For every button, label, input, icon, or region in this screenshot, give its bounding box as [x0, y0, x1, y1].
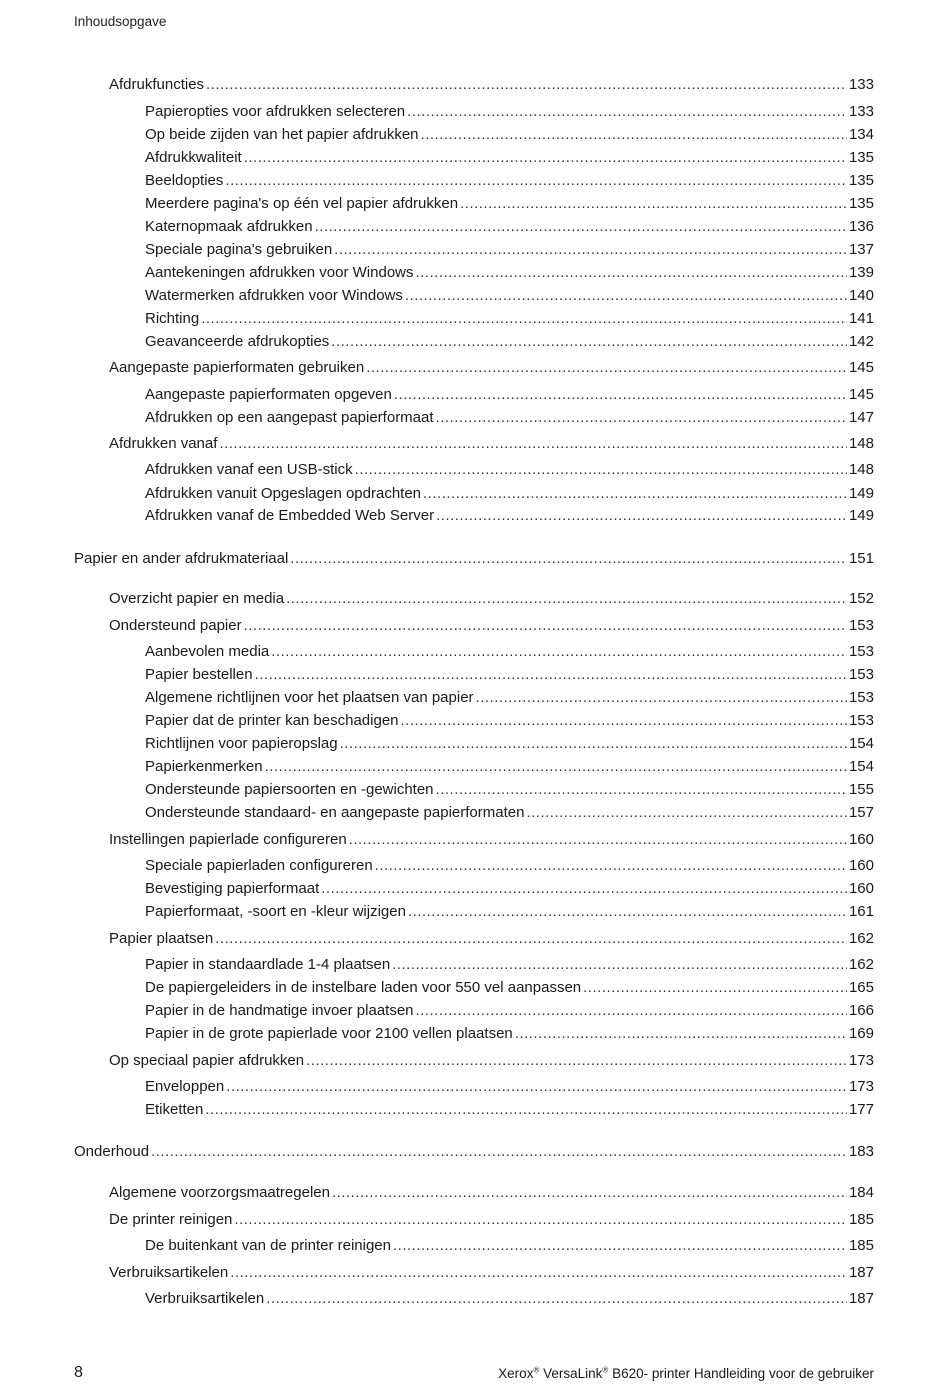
toc-entry-title: Op beide zijden van het papier afdrukken: [145, 126, 419, 143]
toc-entry-page: 140: [848, 287, 874, 304]
toc-entry-title: Speciale pagina's gebruiken: [145, 241, 333, 258]
dot-leader: [230, 1263, 847, 1283]
dot-leader: [201, 309, 847, 329]
dot-leader: [271, 642, 847, 662]
toc-entry-page: 160: [848, 857, 874, 874]
toc-entry-title: Etiketten: [145, 1101, 204, 1118]
toc-entry-title: Papier plaatsen: [109, 930, 214, 947]
toc-entry-level-2[interactable]: [145, 240, 874, 260]
toc-entry-title: Algemene voorzorgsmaatregelen: [109, 1184, 330, 1201]
dot-leader: [423, 484, 847, 504]
dot-leader: [583, 978, 847, 998]
toc-entry-title: Enveloppen: [145, 1078, 225, 1095]
registered-mark: ®: [533, 1365, 540, 1375]
toc-entry-page: 151: [848, 550, 874, 567]
document-title: [498, 1366, 874, 1381]
toc-entry-title: Verbruiksartikelen: [109, 1264, 229, 1281]
dot-leader: [332, 1183, 847, 1203]
toc-entry-page: 187: [848, 1290, 874, 1307]
toc-entry-title: Op speciaal papier afdrukken: [109, 1052, 305, 1069]
toc-entry-page: 148: [848, 461, 874, 478]
toc-entry-title: De papiergeleiders in de instelbare laden voor 550 vel aanpassen: [145, 979, 582, 996]
toc-entry-title: De printer reinigen: [109, 1211, 233, 1228]
toc-entry-title: Watermerken afdrukken voor Windows: [145, 287, 403, 304]
toc-entry-level-2[interactable]: [145, 642, 874, 662]
toc-entry-level-2[interactable]: [145, 1077, 874, 1097]
dot-leader: [436, 506, 847, 526]
toc-entry-level-2[interactable]: [145, 309, 874, 329]
toc-entry-page: 153: [848, 643, 874, 660]
dot-leader: [436, 780, 847, 800]
toc-entry-page: 161: [848, 903, 874, 920]
toc-entry-page: 162: [848, 956, 874, 973]
toc-entry-page: 135: [848, 172, 874, 189]
toc-entry-page: 141: [848, 310, 874, 327]
toc-entry-page: 157: [848, 804, 874, 821]
toc-entry-level-1[interactable]: [109, 1051, 874, 1071]
toc-entry-page: 160: [848, 880, 874, 897]
dot-leader: [266, 1289, 847, 1309]
dot-leader: [255, 665, 847, 685]
toc-entry-level-2[interactable]: [145, 263, 874, 283]
toc-entry-page: 173: [848, 1052, 874, 1069]
toc-entry-page: 149: [848, 485, 874, 502]
toc-entry-page: 173: [848, 1078, 874, 1095]
dot-leader: [355, 460, 847, 480]
toc-entry-title: Geavanceerde afdrukopties: [145, 333, 330, 350]
toc-entry-page: 177: [848, 1101, 874, 1118]
dot-leader: [225, 171, 847, 191]
toc-entry-title: Bevestiging papierformaat: [145, 880, 320, 897]
dot-leader: [215, 929, 847, 949]
toc-entry-level-1[interactable]: [109, 358, 874, 378]
dot-leader: [205, 1100, 847, 1120]
toc-entry-title: Papier dat de printer kan beschadigen: [145, 712, 399, 729]
toc-entry-title: Afdrukkwaliteit: [145, 149, 242, 166]
toc-entry-title: Overzicht papier en media: [109, 590, 285, 607]
toc-entry-title: Aangepaste papierformaten opgeven: [145, 386, 392, 403]
toc-entry-page: 135: [848, 149, 874, 166]
toc-entry-level-2[interactable]: [145, 1236, 874, 1256]
toc-entry-title: Afdrukken op een aangepast papierformaat: [145, 409, 434, 426]
toc-entry-level-1[interactable]: [109, 1183, 874, 1203]
toc-entry-title: Papierkenmerken: [145, 758, 263, 775]
toc-entry-level-2[interactable]: [145, 286, 874, 306]
dot-leader: [226, 1077, 847, 1097]
toc-entry-level-2[interactable]: [145, 171, 874, 191]
toc-entry-level-1[interactable]: [109, 1210, 874, 1230]
dot-leader: [219, 434, 847, 454]
toc-entry-level-2[interactable]: [145, 734, 874, 754]
toc-entry-level-2[interactable]: [145, 332, 874, 352]
dot-leader: [290, 549, 847, 569]
toc-entry-level-2[interactable]: [145, 856, 874, 876]
toc-entry-page: 147: [848, 409, 874, 426]
toc-entry-title: Richtlijnen voor papieropslag: [145, 735, 338, 752]
dot-leader: [407, 102, 847, 122]
dot-leader: [436, 408, 847, 428]
dot-leader: [286, 589, 847, 609]
toc-entry-level-2[interactable]: [145, 506, 874, 526]
toc-entry-page: 165: [848, 979, 874, 996]
toc-entry-title: Afdrukfuncties: [109, 76, 205, 93]
dot-leader: [244, 616, 847, 636]
dot-leader: [234, 1210, 847, 1230]
dot-leader: [460, 194, 847, 214]
dot-leader: [416, 1001, 847, 1021]
toc-entry-page: 155: [848, 781, 874, 798]
toc-entry-title: Afdrukken vanuit Opgeslagen opdrachten: [145, 485, 422, 502]
toc-entry-level-0[interactable]: [74, 1142, 874, 1162]
dot-leader: [476, 688, 847, 708]
dot-leader: [405, 286, 847, 306]
dot-leader: [206, 75, 847, 95]
toc-entry-title: Papier bestellen: [145, 666, 253, 683]
toc-entry-title: Aanbevolen media: [145, 643, 270, 660]
dot-leader: [393, 1236, 847, 1256]
toc-entry-page: 184: [848, 1184, 874, 1201]
toc-entry-level-2[interactable]: [145, 803, 874, 823]
toc-entry-level-2[interactable]: [145, 148, 874, 168]
dot-leader: [349, 830, 847, 850]
toc-entry-level-2[interactable]: [145, 408, 874, 428]
toc-entry-level-2[interactable]: [145, 194, 874, 214]
dot-leader: [526, 803, 847, 823]
toc-entry-title: De buitenkant van de printer reinigen: [145, 1237, 391, 1254]
toc-entry-level-1[interactable]: [109, 1263, 874, 1283]
toc-entry-title: Papier en ander afdrukmateriaal: [74, 550, 289, 567]
toc-entry-level-2[interactable]: [145, 711, 874, 731]
manual-title: B620- printer Handleiding voor de gebruiker: [612, 1366, 874, 1381]
dot-leader: [244, 148, 847, 168]
toc-entry-page: 185: [848, 1211, 874, 1228]
toc-entry-page: 145: [848, 359, 874, 376]
toc-entry-level-2[interactable]: [145, 688, 874, 708]
toc-entry-level-0[interactable]: [74, 549, 874, 569]
toc-entry-level-1[interactable]: [109, 434, 874, 454]
toc-entry-title: Algemene richtlijnen voor het plaatsen van papier: [145, 689, 474, 706]
dot-leader: [340, 734, 847, 754]
toc-entry-level-2[interactable]: [145, 955, 874, 975]
toc-entry-page: 160: [848, 831, 874, 848]
toc-entry-level-2[interactable]: [145, 879, 874, 899]
dot-leader: [265, 757, 847, 777]
toc-entry-level-2[interactable]: [145, 665, 874, 685]
toc-entry-page: 145: [848, 386, 874, 403]
toc-entry-title: Aangepaste papierformaten gebruiken: [109, 359, 365, 376]
toc-entry-level-2[interactable]: [145, 978, 874, 998]
dot-leader: [375, 856, 847, 876]
toc-entry-page: 153: [848, 666, 874, 683]
toc-entry-page: 183: [848, 1143, 874, 1160]
toc-entry-level-2[interactable]: [145, 125, 874, 145]
toc-entry-page: 153: [848, 712, 874, 729]
product-name: VersaLink: [543, 1366, 603, 1381]
dot-leader: [334, 240, 847, 260]
toc-entry-page: 162: [848, 930, 874, 947]
toc-entry-page: 166: [848, 1002, 874, 1019]
toc-entry-page: 154: [848, 758, 874, 775]
toc-entry-title: Richting: [145, 310, 200, 327]
toc-entry-title: Ondersteund papier: [109, 617, 242, 634]
toc-entry-title: Speciale papierladen configureren: [145, 857, 373, 874]
dot-leader: [394, 385, 847, 405]
toc-entry-title: Instellingen papierlade configureren: [109, 831, 347, 848]
toc-entry-level-2[interactable]: [145, 460, 874, 480]
page-number: 8: [74, 1364, 83, 1381]
toc-entry-page: 185: [848, 1237, 874, 1254]
toc-entry-level-1[interactable]: [109, 75, 874, 95]
toc-entry-title: Verbruiksartikelen: [145, 1290, 265, 1307]
dot-leader: [408, 902, 847, 922]
brand-name: Xerox: [498, 1366, 534, 1381]
registered-mark: ®: [602, 1365, 609, 1375]
toc-entry-title: Papier in standaardlade 1-4 plaatsen: [145, 956, 391, 973]
toc-entry-level-2[interactable]: [145, 484, 874, 504]
dot-leader: [151, 1142, 847, 1162]
toc-entry-page: 187: [848, 1264, 874, 1281]
toc-entry-title: Katernopmaak afdrukken: [145, 218, 313, 235]
toc-entry-title: Onderhoud: [74, 1143, 150, 1160]
toc-entry-level-2[interactable]: [145, 102, 874, 122]
toc-entry-page: 149: [848, 507, 874, 524]
toc-entry-page: 152: [848, 590, 874, 607]
dot-leader: [306, 1051, 847, 1071]
toc-entry-page: 153: [848, 689, 874, 706]
toc-entry-title: Papierformaat, -soort en -kleur wijzigen: [145, 903, 406, 920]
toc-entry-level-2[interactable]: [145, 902, 874, 922]
toc-entry-level-2[interactable]: [145, 1289, 874, 1309]
toc-entry-level-2[interactable]: [145, 757, 874, 777]
toc-entry-level-2[interactable]: [145, 1024, 874, 1044]
toc-entry-page: 136: [848, 218, 874, 235]
toc-entry-page: 133: [848, 103, 874, 120]
toc-entry-page: 139: [848, 264, 874, 281]
toc-entry-title: Ondersteunde standaard- en aangepaste papierformaten: [145, 804, 525, 821]
toc-entry-level-2[interactable]: [145, 1001, 874, 1021]
toc-entry-page: 148: [848, 435, 874, 452]
dot-leader: [331, 332, 847, 352]
toc-entry-page: 133: [848, 76, 874, 93]
toc-entry-level-1[interactable]: [109, 929, 874, 949]
toc-entry-level-2[interactable]: [145, 780, 874, 800]
toc-entry-title: Beeldopties: [145, 172, 224, 189]
toc-entry-page: 134: [848, 126, 874, 143]
dot-leader: [392, 955, 847, 975]
dot-leader: [515, 1024, 847, 1044]
dot-leader: [315, 217, 847, 237]
toc-entry-page: 169: [848, 1025, 874, 1042]
toc-entry-title: Meerdere pagina's op één vel papier afdrukken: [145, 195, 459, 212]
toc-entry-title: Aantekeningen afdrukken voor Windows: [145, 264, 414, 281]
toc-entry-title: Afdrukken vanaf: [109, 435, 218, 452]
toc-entry-level-1[interactable]: [109, 830, 874, 850]
toc-entry-level-1[interactable]: [109, 589, 874, 609]
toc-entry-title: Afdrukken vanaf een USB-stick: [145, 461, 353, 478]
toc-entry-title: Papieropties voor afdrukken selecteren: [145, 103, 406, 120]
dot-leader: [366, 358, 847, 378]
toc-entry-page: 137: [848, 241, 874, 258]
toc-entry-page: 153: [848, 617, 874, 634]
dot-leader: [321, 879, 847, 899]
toc-entry-level-2[interactable]: [145, 1100, 874, 1120]
toc-entry-page: 135: [848, 195, 874, 212]
dot-leader: [421, 125, 847, 145]
dot-leader: [416, 263, 847, 283]
toc-entry-title: Ondersteunde papiersoorten en -gewichten: [145, 781, 434, 798]
toc-entry-title: Papier in de grote papierlade voor 2100 vellen plaatsen: [145, 1025, 513, 1042]
page-header-title: Inhoudsopgave: [74, 14, 167, 29]
toc-entry-title: Afdrukken vanaf de Embedded Web Server: [145, 507, 435, 524]
toc-entry-level-2[interactable]: [145, 217, 874, 237]
toc-entry-page: 142: [848, 333, 874, 350]
toc-entry-level-1[interactable]: [109, 616, 874, 636]
toc-entry-title: Papier in de handmatige invoer plaatsen: [145, 1002, 414, 1019]
dot-leader: [401, 711, 847, 731]
toc-entry-page: 154: [848, 735, 874, 752]
toc-entry-level-2[interactable]: [145, 385, 874, 405]
